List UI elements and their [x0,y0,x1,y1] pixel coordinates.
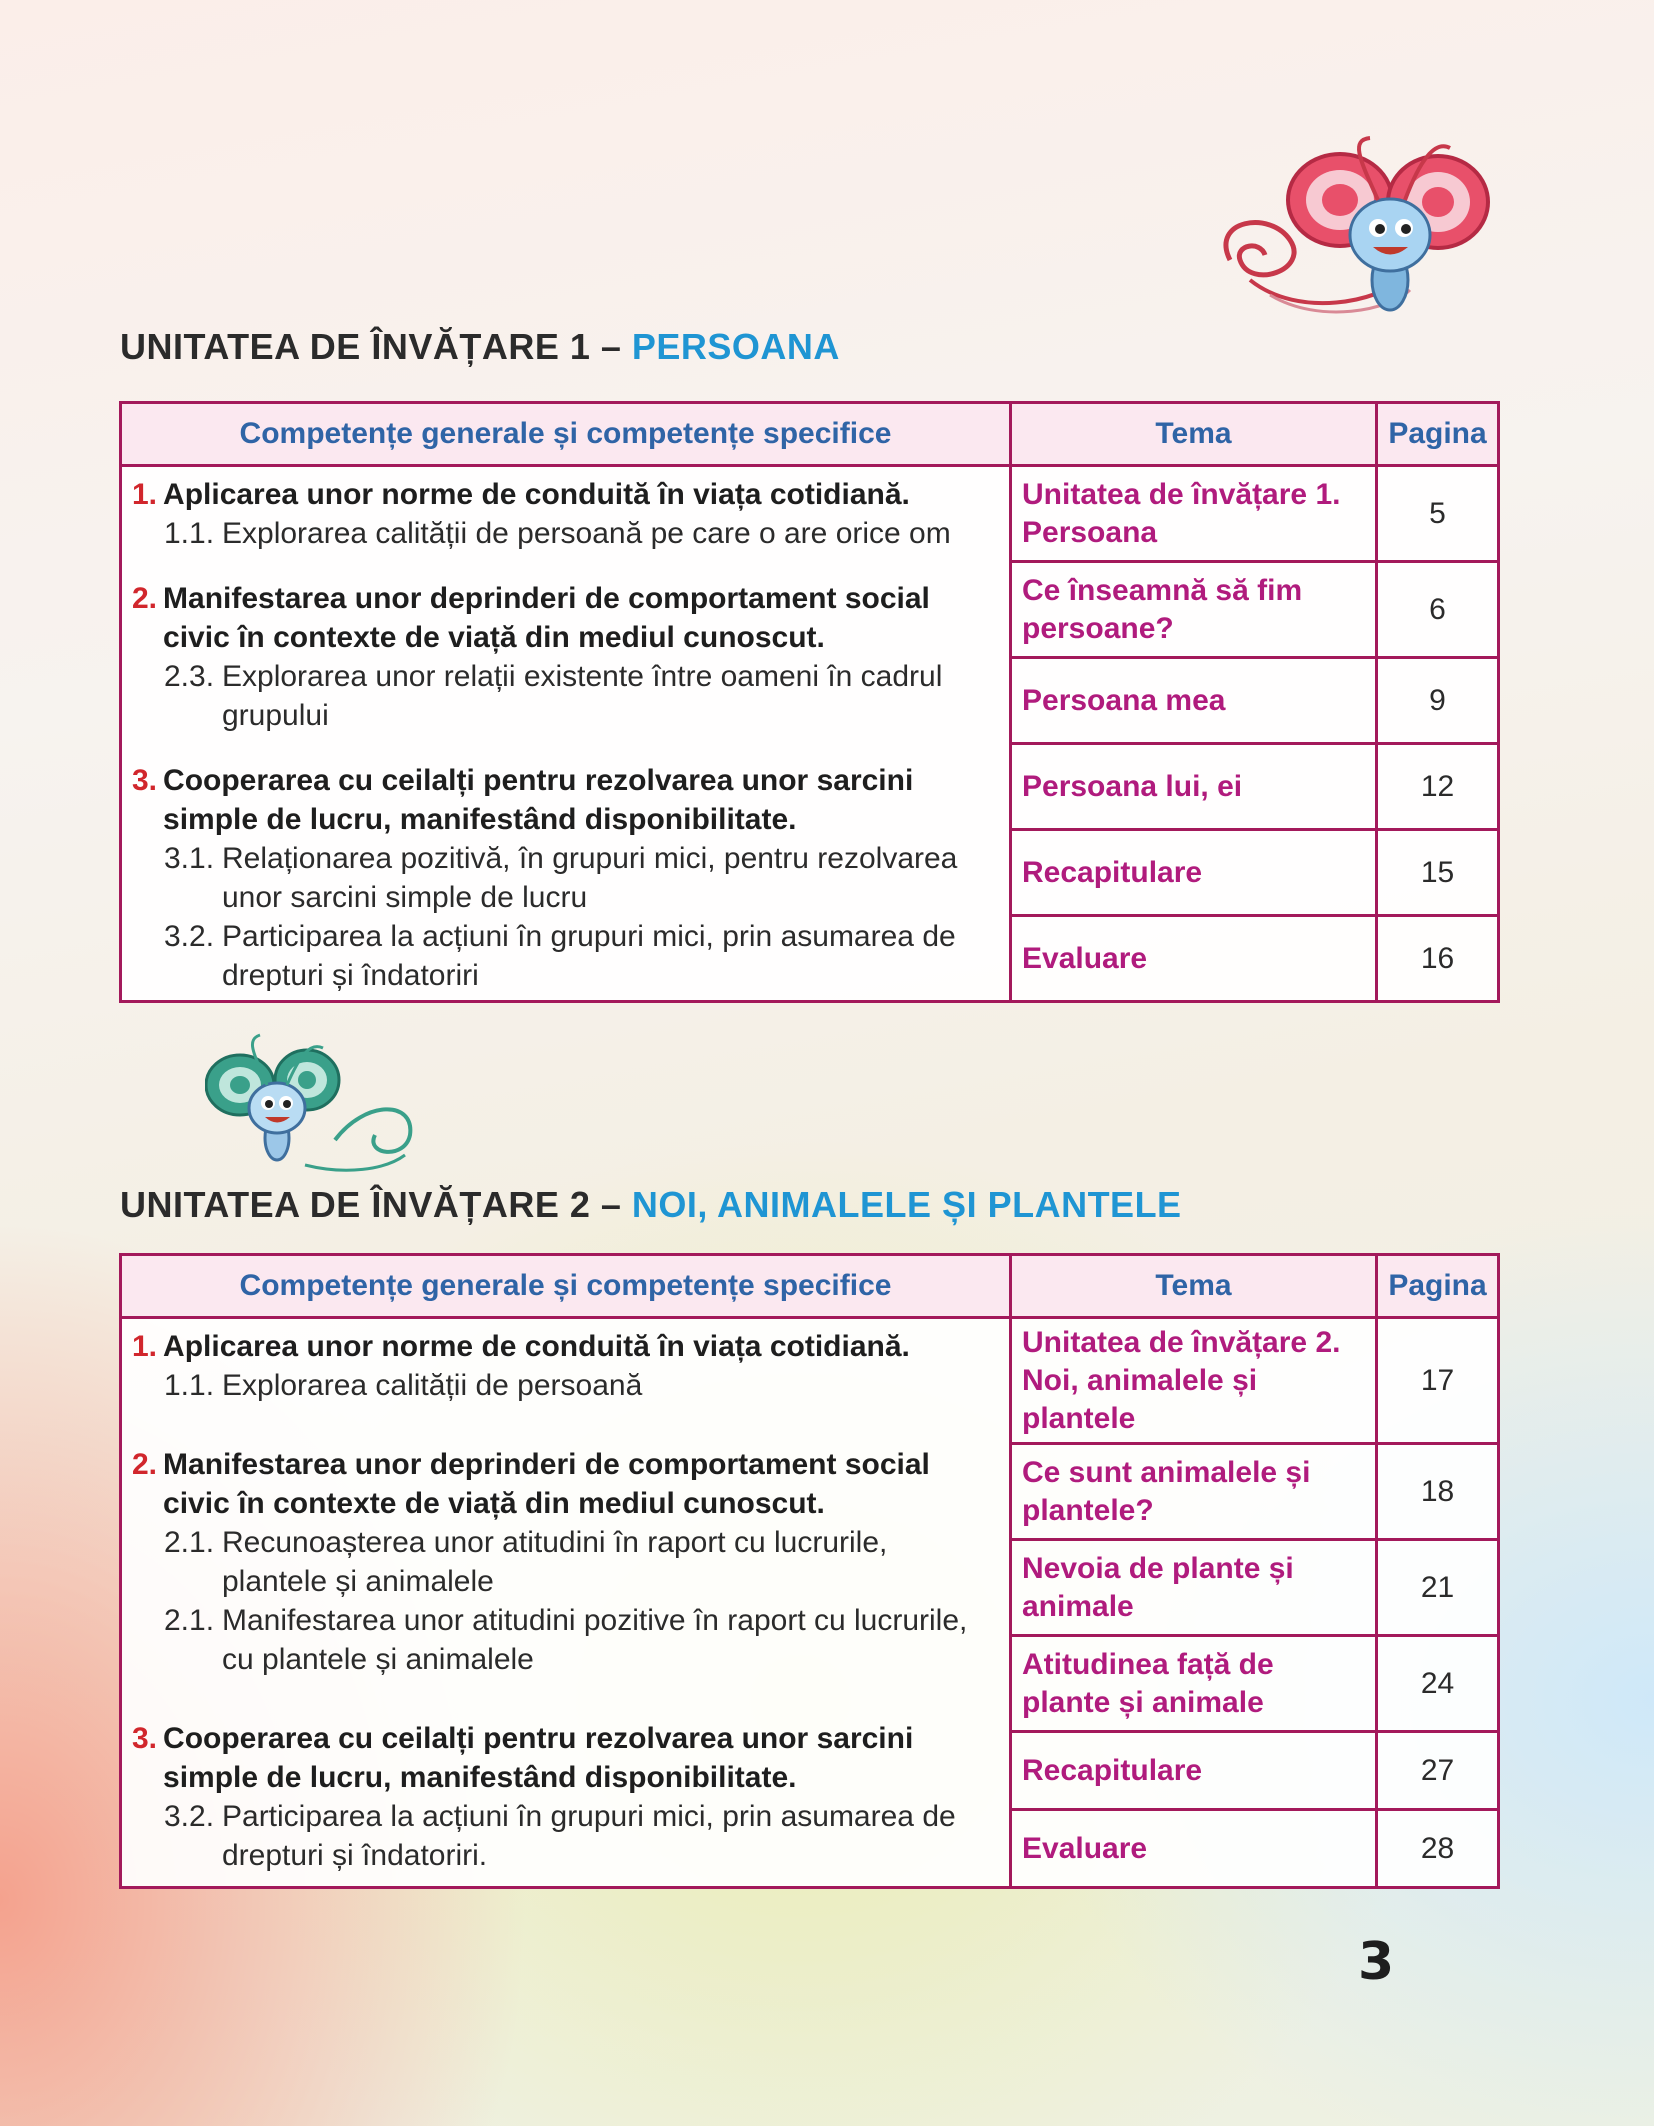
competence-1 [132,475,999,553]
unit-1-table [119,401,1500,1003]
topic-cell: Recapitulare [1011,830,1377,916]
page-cell: 17 [1377,1318,1499,1444]
topic-cell: Atitudinea față de plante și animale [1011,1636,1377,1732]
unit-2-heading-name: NOI, ANIMALELE ȘI PLANTELE [631,1184,1182,1225]
unit-2-heading-prefix: UNITATEA DE ÎNVĂȚARE 2 [120,1184,591,1225]
pink-butterfly-icon [1210,130,1490,330]
page-cell: 15 [1377,830,1499,916]
sub-competence-number: 1.1. [164,1369,215,1402]
page-cell: 18 [1377,1444,1499,1540]
competence-3 [132,761,999,995]
page-cell: 21 [1377,1540,1499,1636]
sub-competence-text: Participarea la acțiuni în grupuri mici, prin asumarea de drepturi și îndatoriri [222,920,956,992]
page-cell: 28 [1377,1810,1499,1888]
topic-cell: Evaluare [1011,1810,1377,1888]
sub-competence-text: Participarea la acțiuni în grupuri mici, prin asumarea de drepturi și îndatoriri. [222,1800,956,1872]
competence-3 [132,1719,999,1875]
topic-cell: Persoana mea [1011,658,1377,744]
unit-1-heading [120,326,840,368]
header-topic: Tema [1011,1255,1377,1318]
sub-competence-number: 3.2. [164,1800,215,1833]
competence-1 [132,1327,999,1405]
table-header-row [121,403,1499,466]
topic-cell: Persoana lui, ei [1011,744,1377,830]
table-row [121,1318,1499,1444]
competence-number: 1. [132,1330,158,1363]
competence-text: Aplicarea unor norme de conduită în viața cotidiană. [163,478,910,511]
sub-competence-text: Recunoașterea unor atitudini în raport cu lucrurile, plantele și animalele [222,1526,888,1598]
sub-competence-text: Explorarea unor relații existente între oameni în cadrul grupului [222,660,943,732]
competence-text: Cooperarea cu ceilalți pentru rezolvarea unor sarcini simple de lucru, manifestând disponibilitate. [163,1722,914,1794]
topic-cell: Nevoia de plante și animale [1011,1540,1377,1636]
header-topic: Tema [1011,403,1377,466]
topic-cell: Unitatea de învățare 2. Noi, animalele și plantele [1011,1318,1377,1444]
sub-competence-text: Explorarea calității de persoană [222,1369,643,1402]
sub-competence-text: Manifestarea unor atitudini pozitive în raport cu lucrurile, cu plantele și animalele [222,1604,968,1676]
topic-cell: Ce înseamnă să fim persoane? [1011,562,1377,658]
unit-1-heading-dash: – [590,326,632,367]
header-competences: Competențe generale și competențe specifice [121,1255,1011,1318]
competence-number: 3. [132,1722,158,1755]
sub-competence-number: 3.2. [164,920,215,953]
header-page: Pagina [1377,403,1499,466]
header-competences: Competențe generale și competențe specifice [121,403,1011,466]
teal-butterfly-icon [205,1030,425,1180]
competence-2 [132,579,999,735]
competence-text: Manifestarea unor deprinderi de comportament social civic în contexte de viață din mediul cunoscut. [163,582,930,654]
page-cell: 24 [1377,1636,1499,1732]
competence-number: 2. [132,582,158,615]
page-cell: 12 [1377,744,1499,830]
sub-competence-text: Relaționarea pozitivă, în grupuri mici, pentru rezolvarea unor sarcini simple de lucru [222,842,958,914]
competence-number: 3. [132,764,158,797]
competence-2 [132,1445,999,1679]
competence-text: Cooperarea cu ceilalți pentru rezolvarea unor sarcini simple de lucru, manifestând disponibilitate. [163,764,914,836]
table-header-row [121,1255,1499,1318]
page-number: 3 [1358,1932,1395,1992]
unit-1-heading-prefix: UNITATEA DE ÎNVĂȚARE 1 [120,326,591,367]
sub-competence-text: Explorarea calității de persoană pe care o are orice om [222,517,951,550]
topic-cell: Evaluare [1011,916,1377,1002]
unit-1-heading-name: PERSOANA [631,326,840,367]
competences-cell [121,466,1011,1002]
topic-cell: Recapitulare [1011,1732,1377,1810]
table-row [121,466,1499,562]
competence-text: Manifestarea unor deprinderi de comportament social civic în contexte de viață din mediul cunoscut. [163,1448,930,1520]
competence-number: 2. [132,1448,158,1481]
page-cell: 16 [1377,916,1499,1002]
topic-cell: Unitatea de învățare 1. Persoana [1011,466,1377,562]
unit-2-heading [120,1184,1182,1226]
page-cell: 5 [1377,466,1499,562]
page-cell: 6 [1377,562,1499,658]
competences-cell [121,1318,1011,1888]
sub-competence-number: 2.1. [164,1526,215,1559]
sub-competence-number: 1.1. [164,517,215,550]
unit-2-table [119,1253,1500,1889]
sub-competence-number: 2.1. [164,1604,215,1637]
header-page: Pagina [1377,1255,1499,1318]
topic-cell: Ce sunt animalele și plantele? [1011,1444,1377,1540]
unit-2-heading-dash: – [590,1184,632,1225]
competence-text: Aplicarea unor norme de conduită în viața cotidiană. [163,1330,910,1363]
page-cell: 9 [1377,658,1499,744]
sub-competence-number: 3.1. [164,842,215,875]
competence-number: 1. [132,478,158,511]
sub-competence-number: 2.3. [164,660,215,693]
page-cell: 27 [1377,1732,1499,1810]
